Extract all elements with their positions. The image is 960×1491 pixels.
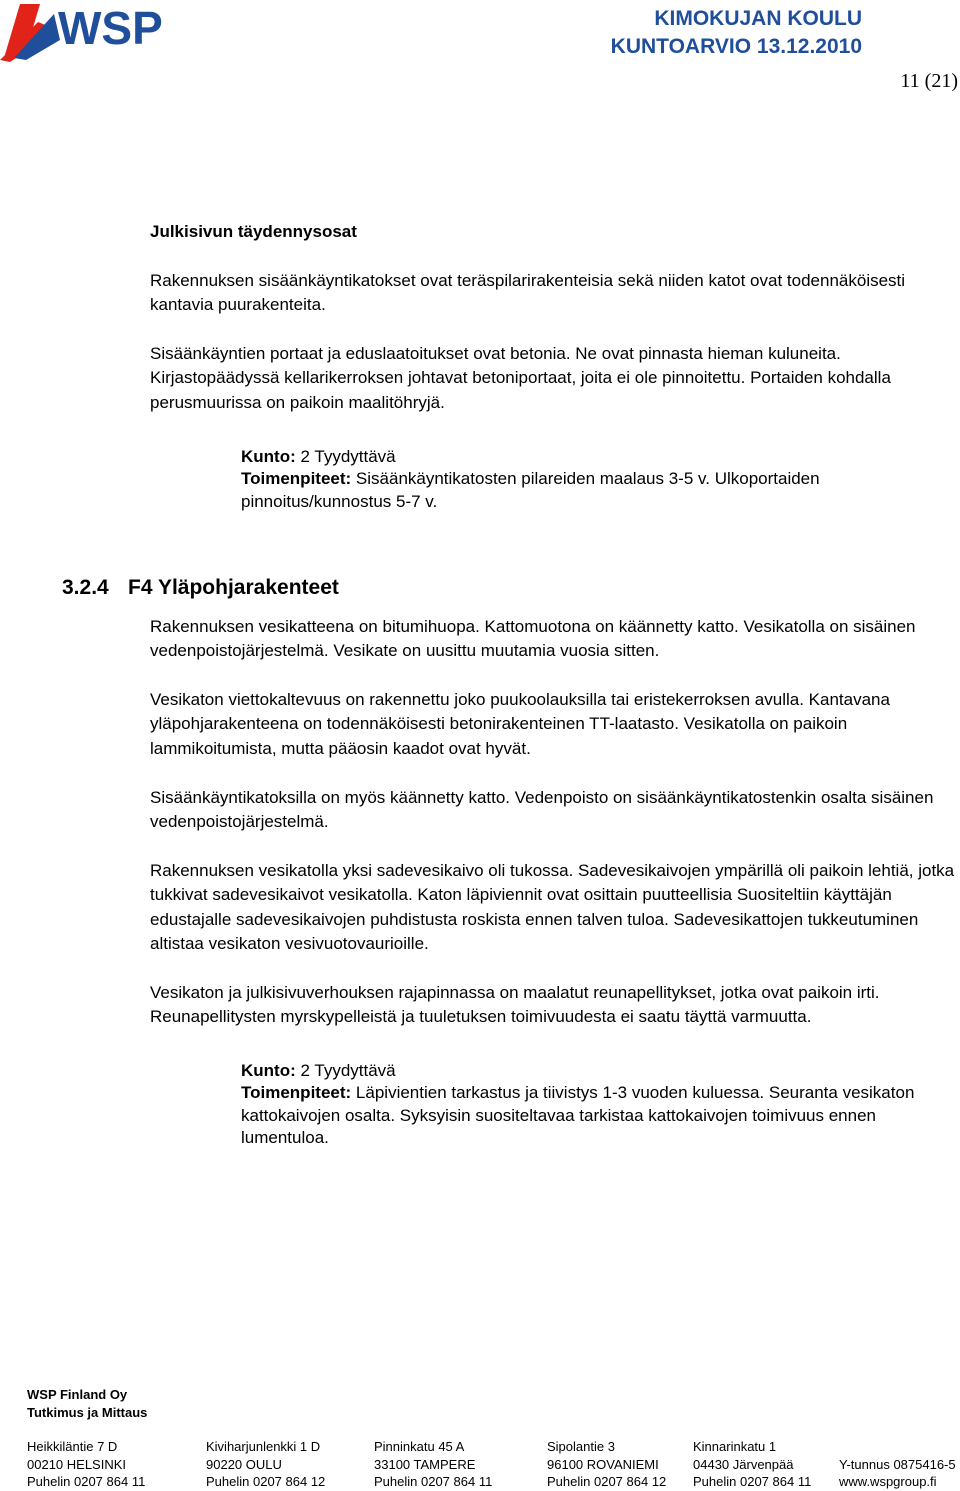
office-city: 33100 TAMPERE — [374, 1456, 476, 1472]
condition-value: 2 Tyydyttävä — [300, 1061, 396, 1080]
paragraph: Rakennuksen vesikatolla yksi sadevesikaivo oli tukossa. Sadevesikaivojen ympärillä oli paikoin lehtiä, jotka tukkivat sadevesikaivot vesikatolla. Katon läpiviennit ovat osittain puutteellisia Suositeltiin käyttäjän edustajalle sadevesikaivojen puhdistusta roskista ennen talven tuloa. Sadevesikattojen tukkeutuminen altistaa vesikaton vesivuotovaurioille. — [150, 861, 955, 954]
footer-office — [693, 1438, 811, 1491]
condition-label: Kunto: — [241, 1061, 296, 1080]
office-city: 00210 HELSINKI — [27, 1456, 127, 1472]
actions-value: Sisäänkäyntikatosten pilareiden maalaus 3-5 v. Ulkoportaiden pinnoitus/kunnostus 5-7 v. — [241, 469, 820, 511]
page-number: 11 (21) — [900, 70, 958, 92]
paragraph: Rakennuksen vesikatteena on bitumihuopa. Kattomuotona on käännetty katto. Vesikatolla on sisäinen vedenpoistojärjestelmä. Vesikate on uusittu muutamia vuosia sitten. — [150, 617, 916, 661]
actions-line — [241, 468, 956, 513]
wsp-logo — [0, 0, 190, 62]
office-phone: Puhelin 0207 864 11 — [693, 1474, 812, 1489]
footer-company-info — [839, 1438, 956, 1491]
section-title: F4 Yläpohjarakenteet — [128, 576, 339, 599]
condition-block — [241, 446, 956, 513]
footer-office — [27, 1438, 145, 1491]
actions-value: Läpivientien tarkastus ja tiivistys 1-3 vuoden kuluessa. Seuranta vesikaton kattokaivojen osalta. Syksyisin suositeltavaa tarkistaa kattokaivojen toimivuus ennen lumentuloa. — [241, 1083, 915, 1148]
footer-office — [547, 1438, 666, 1491]
website-link[interactable]: www.wspgroup.fi — [839, 1474, 937, 1489]
footer-company — [27, 1386, 147, 1422]
condition-line — [241, 446, 956, 468]
paragraph: Sisäänkäyntikatoksilla on myös käännetty katto. Vedenpoisto on sisäänkäyntikatostenkin osalta sisäinen vedenpoistojärjestelmä. — [150, 788, 934, 832]
office-phone: Puhelin 0207 864 11 — [374, 1474, 493, 1489]
condition-label: Kunto: — [241, 447, 296, 466]
office-street: Sipolantie 3 — [547, 1439, 615, 1454]
office-street: Kinnarinkatu 1 — [693, 1439, 777, 1454]
subsection-heading: Julkisivun täydennysosat — [150, 222, 357, 241]
office-city: 04430 Järvenpää — [693, 1456, 794, 1472]
condition-value: 2 Tyydyttävä — [300, 447, 396, 466]
paragraph: Vesikaton viettokaltevuus on rakennettu joko puukoolauksilla tai eristekerroksen avulla. Kantavana yläpohjarakenteena on todennäköisesti betonirakenteinen TT-laatasto. Vesikatolla on paikoin lammikoitumista, mutta pääosin kaadot ovat hyvät. — [150, 690, 890, 758]
actions-line — [241, 1082, 956, 1149]
office-city: 96100 ROVANIEMI — [547, 1456, 659, 1472]
office-phone: Puhelin 0207 864 12 — [206, 1474, 326, 1489]
document-title — [611, 5, 862, 61]
actions-label: Toimenpiteet: — [241, 1083, 352, 1103]
actions-label: Toimenpiteet: — [241, 469, 352, 489]
paragraph: Vesikaton ja julkisivuverhouksen rajapinnassa on maalatut reunapellitykset, jotka ovat paikoin irti. Reunapellitysten myrskypelleistä ja tuuletuksen toimivuudesta ei saatu täyttä varmuutta. — [150, 983, 880, 1027]
office-city: 90220 OULU — [206, 1456, 282, 1472]
section-number: 3.2.4 — [62, 576, 109, 599]
office-street: Pinninkatu 45 A — [374, 1439, 465, 1454]
svg-text:WSP: WSP — [58, 2, 163, 54]
condition-line — [241, 1060, 956, 1082]
document-title-line2: KUNTOARVIO 13.12.2010 — [610, 35, 862, 58]
document-title-line1: KIMOKUJAN KOULU — [654, 7, 862, 30]
section-heading — [62, 575, 339, 601]
paragraph: Sisäänkäyntien portaat ja eduslaatoitukset ovat betonia. Ne ovat pinnasta hieman kuluneita. Kirjastopäädyssä kellarikerroksen johtavat betoniportaat, joita ei ole pinnoitettu. Portaiden kohdalla perusmuurissa on paikoin maalitöhryjä. — [150, 344, 891, 412]
division-name: Tutkimus ja Mittaus — [27, 1405, 148, 1420]
office-street: Heikkiläntie 7 D — [27, 1439, 118, 1454]
company-name: WSP Finland Oy — [27, 1387, 128, 1402]
office-street: Kiviharjunlenkki 1 D — [206, 1439, 321, 1454]
office-phone: Puhelin 0207 864 11 — [27, 1474, 146, 1489]
business-id: Y-tunnus 0875416-5 — [839, 1456, 956, 1472]
condition-block — [241, 1060, 956, 1150]
footer-office — [206, 1438, 325, 1491]
footer-office — [374, 1438, 492, 1491]
wsp-logo-icon — [0, 0, 190, 62]
office-phone: Puhelin 0207 864 12 — [547, 1474, 667, 1489]
paragraph: Rakennuksen sisäänkäyntikatokset ovat teräspilarirakenteisia sekä niiden katot ovat todennäköisesti kantavia puurakenteita. — [150, 271, 906, 315]
